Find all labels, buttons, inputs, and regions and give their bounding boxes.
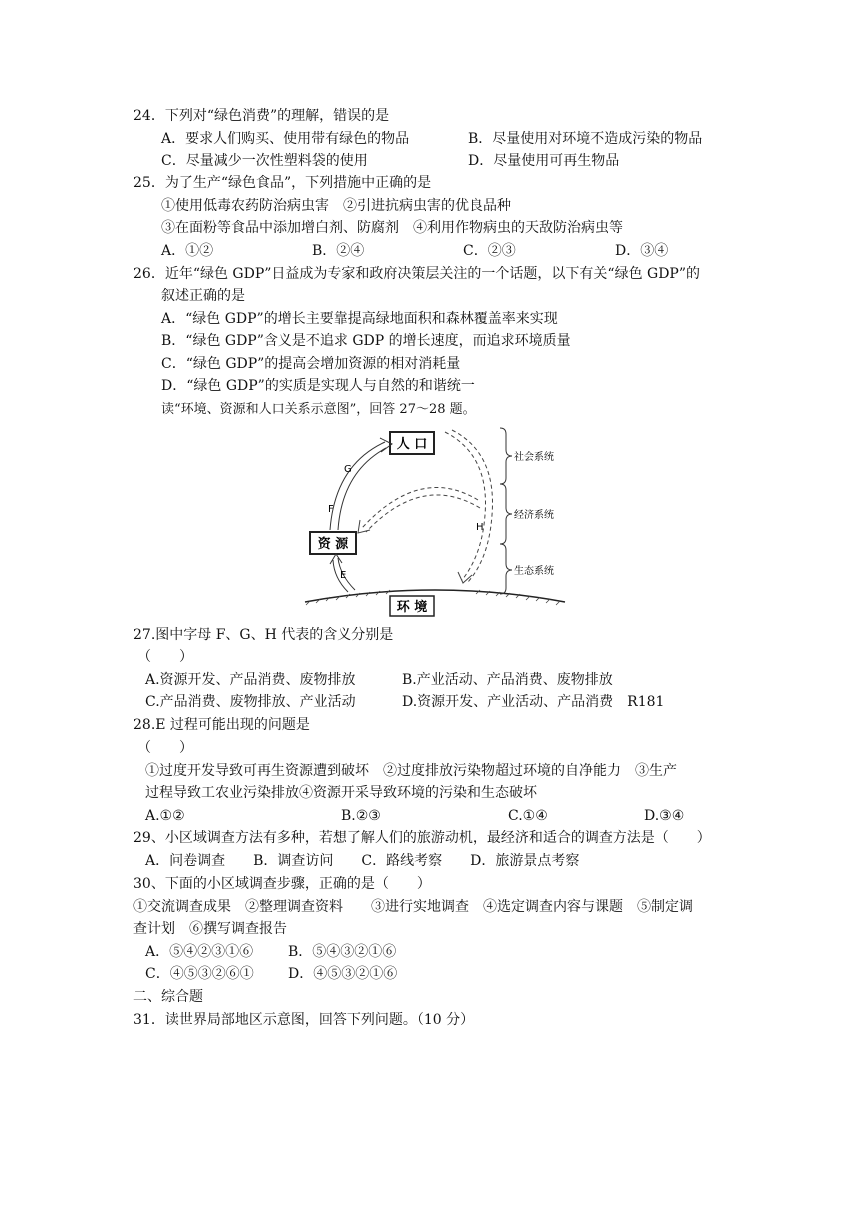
q25-statement-2: ③在面粉等食品中添加增白剂、防腐剂 ④利用作物病虫的天敌防治病虫等 [161,220,623,236]
section-2-heading: 二、综合题 [133,989,203,1005]
q24-option-d: D．尽量使用可再生物品 [468,153,620,169]
q29-options: A．问卷调查 B．调查访问 C．路线考察 D．旅游景点考察 [145,853,580,869]
q27-intro: 读“环境、资源和人口关系示意图”，回答 27～28 题。 [161,402,476,417]
label-f: F [328,504,334,515]
q30-stem: 30、下面的小区域调查步骤，正确的是（ ） [133,876,431,892]
q30-steps-line-2: 查计划 ⑥撰写调查报告 [133,921,287,937]
q28-statement-1: ①过度开发导致可再生资源遭到破坏 ②过度排放污染物超过环境的自净能力 ③生产 [145,763,677,779]
ground-arc [305,590,565,602]
arrow-dashed-back [362,488,478,529]
q27-option-b: B.产业活动、产品消费、废物排放 [402,672,613,688]
q25-option-a: A．①② [161,243,214,259]
q27-stem: 27.图中字母 F、G、H 代表的含义分别是 [133,627,394,643]
q28-statement-2: 过程导致工农业污染排放④资源开采导致环境的污染和生态破坏 [145,785,537,801]
q26-option-b: B．“绿色 GDP”含义是不追求 GDP 的增长速度，而追求环境质量 [161,333,571,349]
q29-stem: 29、小区域调查方法有多种，若想了解人们的旅游动机，最经济和适合的调查方法是（ ） [133,830,711,846]
environment-resource-population-diagram [300,420,570,620]
q27-answer-paren: （ ） [137,649,193,665]
q26-option-d: D．“绿色 GDP”的实质是实现人与自然的和谐统一 [161,378,475,394]
q25-stem: 25．为了生产“绿色食品”，下列措施中正确的是 [133,175,432,191]
brace-economic [500,484,512,544]
brace-ecological [500,544,512,594]
q30-option-b: B．⑤④③②①⑥ [288,944,397,960]
q27-option-a: A.资源开发、产品消费、废物排放 [145,672,356,688]
resources-label: 资 源 [317,537,349,552]
population-label: 人 口 [396,437,428,452]
q25-statement-1: ①使用低毒农药防治病虫害 ②引进抗病虫害的优良品种 [161,198,511,214]
q28-option-c: C.①④ [508,808,548,824]
q26-stem-line-1: 26．近年“绿色 GDP”日益成为专家和政府决策层关注的一个话题，以下有关“绿色 GDP”的 [133,266,700,282]
q26-stem-line-2: 叙述正确的是 [161,288,245,304]
q24-stem: 24．下列对“绿色消费”的理解，错误的是 [133,108,390,124]
q28-stem: 28.E 过程可能出现的问题是 [133,717,310,733]
ecological-system-label: 生态系统 [514,566,554,577]
q30-option-a: A．⑤④②③①⑥ [145,944,254,960]
q28-option-b: B.②③ [341,808,381,824]
q26-option-a: A．“绿色 GDP”的增长主要靠提高绿地面积和森林覆盖率来实现 [161,311,558,327]
q26-option-c: C．“绿色 GDP”的提高会增加资源的相对消耗量 [161,356,461,372]
q27-option-c: C.产品消费、废物排放、产业活动 [145,694,356,710]
q30-steps-line-1: ①交流调查成果 ②整理调查资料 ③进行实地调查 ④选定调查内容与课题 ⑤制定调 [133,899,693,915]
label-h: H [476,522,484,533]
q28-option-a: A.①② [145,808,185,824]
q25-option-b: B．②④ [312,243,365,259]
q24-option-b: B．尽量使用对环境不造成污染的物品 [468,131,703,147]
q31-stem: 31．读世界局部地区示意图，回答下列问题。（10 分） [133,1012,475,1028]
brace-social [500,428,512,484]
label-e: E [340,570,347,581]
arrow-fg [330,442,385,530]
q27-option-d: D.资源开发、产业活动、产品消费 R181 [402,694,665,710]
q28-option-d: D.③④ [644,808,685,824]
q24-option-c: C．尽量减少一次性塑料袋的使用 [161,153,368,169]
q30-option-c: C．④⑤③②⑥① [145,966,254,982]
q30-option-d: D．④⑤③②①⑥ [288,966,398,982]
economic-system-label: 经济系统 [514,510,554,521]
environment-label: 环 境 [396,600,428,615]
q24-option-a: A．要求人们购买、使用带有绿色的物品 [161,131,410,147]
q28-answer-paren: （ ） [137,740,193,756]
social-system-label: 社会系统 [514,452,554,463]
label-g: G [344,464,352,475]
q25-option-c: C．②③ [463,243,516,259]
q25-option-d: D．③④ [615,243,669,259]
